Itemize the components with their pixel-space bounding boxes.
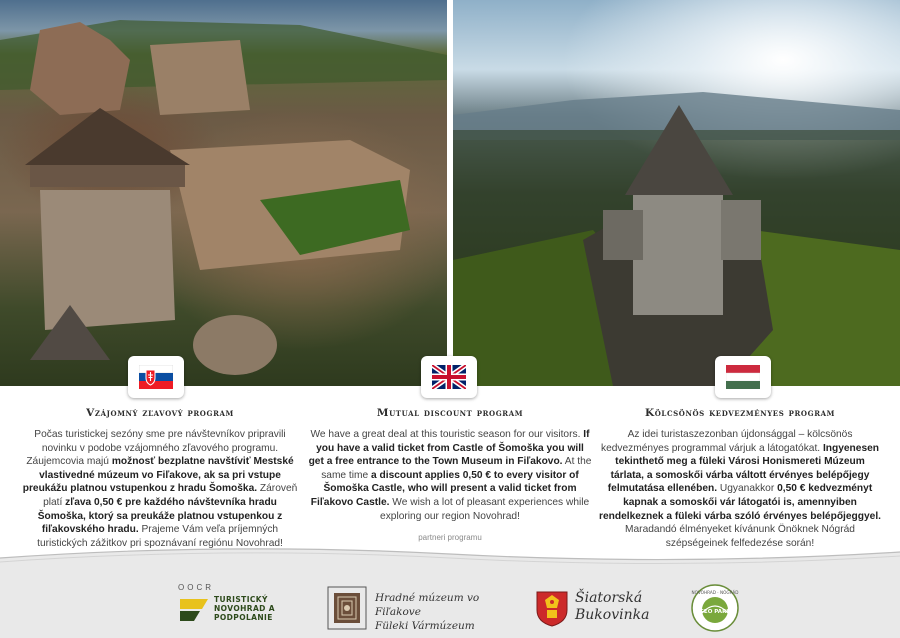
bukovinka-name-line-1: Šiatorská [575, 590, 643, 606]
uk-flag-icon [432, 365, 466, 389]
slovak-heading: Vzájomný zľavový program [86, 407, 234, 419]
slovakia-flag-card [128, 356, 184, 398]
somoska-castle-photo [453, 0, 900, 386]
hungarian-heading: Kölcsönös kedvezményes program [645, 407, 835, 419]
hungary-flag-icon [726, 365, 760, 389]
filakovo-castle-photo [0, 0, 447, 386]
oocr-logo [178, 585, 290, 629]
hungarian-paragraph [598, 428, 882, 550]
hungarian-column [598, 407, 882, 550]
slovakia-flag-icon [139, 365, 173, 389]
hungarian-bold-2: 0,50 € kedvezményt kapnak a somoskői vár látogatói is, amennyiben rendelkeznek a füleki várba szóló érvényes belépőjeggyel. [599, 483, 881, 522]
hungarian-bold-1: Ingyenesen tekinthető meg a füleki Városi Honismereti Múzeum tárlata, a somoskői várba váltott érvényes belépőjegy felmutatása ellenében. [607, 442, 880, 495]
oocr-name-line-2: NOVOHRAD A [214, 604, 275, 613]
bukovinka-name-line-2: Bukovinka [575, 607, 650, 623]
somoska-castle-illustration [453, 0, 900, 386]
footer-wave [0, 540, 900, 570]
hungary-flag-card [715, 356, 771, 398]
slovak-text-2: Zároveň platí [43, 483, 298, 508]
museum-name-line-1: Hradné múzeum vo Fiľakove [375, 592, 480, 618]
hungarian-text-3: Maradandó élményeket kívánunk Önöknek Nógrád szépségeinek felfedezése során! [625, 524, 855, 549]
english-bold-2: a discount applies 0,50 € to every visitor of Šomoška Castle, who will present a valid ticket from Fiľakovo Castle. [310, 469, 579, 508]
english-paragraph [308, 428, 592, 523]
english-heading: Mutual discount program [376, 407, 524, 419]
english-bold-1: If you have a valid ticket from Castle of Šomoška you will get a free entrance to the Town Museum in Fiľakovo. [308, 429, 590, 468]
museum-emblem-icon [325, 583, 369, 633]
museum-name [375, 591, 515, 633]
slovak-bold-1: možnosť bezplatne navštíviť Mestské vlastivedné múzeum vo Fiľakove, ak sa pri vstupe preukážu platnou vstupenkou z hradu Šomoška. [22, 456, 294, 495]
geopark-center-text: GEO PARK [699, 609, 731, 615]
novohrad-geopark-logo [690, 583, 740, 633]
slovak-text-1: Počas turistickej sezóny sme pre návštevníkov pripravili novinku v podobe vzájomného zľavového programu. Záujemcovia majú [26, 429, 286, 468]
geopark-badge-icon [690, 583, 740, 633]
geopark-top-text: NOVOHRAD · NÓGRÁD [691, 590, 739, 595]
museum-name-line-2: Füleki Vármúzeum [375, 620, 475, 632]
oocr-mark-icon [178, 595, 210, 625]
english-column [308, 407, 592, 523]
oocr-acronym: OOCR [178, 583, 214, 592]
partners-label: partneri programu [418, 533, 482, 542]
english-text-2: At the same time [321, 456, 592, 481]
hungarian-text-1: Az idei turistaszezonban újdonsággal – kölcsönös kedvezményes programmal várjuk a látogatókat. [600, 429, 853, 454]
slovak-paragraph [18, 428, 302, 550]
filakovo-museum-logo [325, 583, 515, 633]
slovak-bold-2: zľava 0,50 € pre každého návštevníka hradu Šomoška, ktorý sa preukáže platnou vstupenkou z fiľakovského hradu. [37, 496, 283, 536]
slovak-column [18, 407, 302, 550]
english-text-3: We wish a lot of pleasant experiences while exploring our region Novohrad! [380, 496, 590, 522]
oocr-name [214, 595, 275, 622]
bukovinka-shield-icon [535, 590, 569, 628]
siatorska-bukovinka-logo [535, 590, 665, 628]
uk-flag-card [421, 356, 477, 398]
oocr-name-line-1: TURISTICKÝ [214, 595, 268, 604]
bukovinka-name [575, 590, 649, 624]
slovak-text-3: Prajeme Vám veľa príjemných turistických zážitkov pri spoznávaní regiónu Novohrad! [37, 524, 283, 549]
english-text-1: We have a great deal at this touristic season for our visitors. [310, 429, 584, 440]
hungarian-text-2: Ugyanakkor [717, 483, 778, 495]
filakovo-castle-illustration [0, 0, 447, 386]
oocr-name-line-3: PODPOLANIE [214, 613, 273, 622]
